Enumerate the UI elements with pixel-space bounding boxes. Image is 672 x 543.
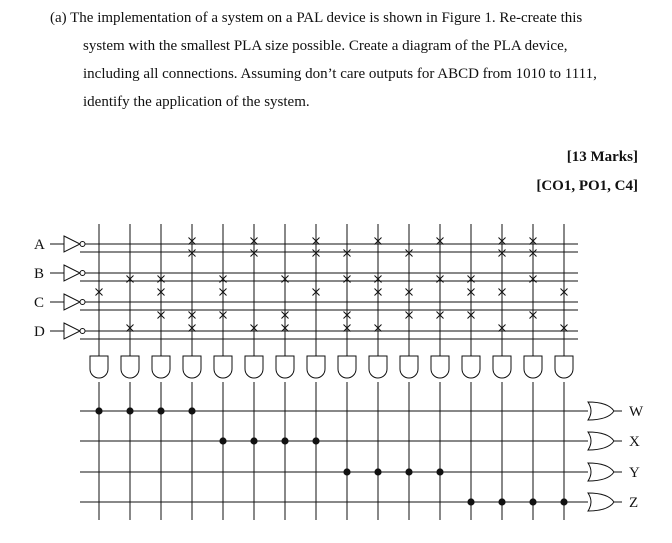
input-label-b: B: [34, 266, 45, 282]
marks-label: [13 Marks]: [566, 149, 638, 165]
or-connection-dot: [467, 498, 474, 505]
and-gate: [338, 356, 356, 378]
and-gate: [307, 356, 325, 378]
or-connection-dot: [157, 407, 164, 414]
and-gate: [369, 356, 387, 378]
or-connection-dot: [529, 498, 536, 505]
and-gate: [90, 356, 108, 378]
or-gate: [588, 402, 614, 420]
output-label-x: X: [629, 434, 640, 450]
input-label-d: D: [34, 324, 45, 340]
diagram-wiring: [50, 224, 622, 520]
course-outcomes-label: [CO1, PO1, C4]: [536, 178, 638, 194]
or-connection-dot: [498, 498, 505, 505]
and-gate: [245, 356, 263, 378]
output-label-z: Z: [629, 495, 639, 511]
inverter-bubble: [80, 300, 85, 305]
or-connection-dot: [312, 437, 319, 444]
question-line-3: including all connections. Assuming don’t care outputs for ABCD from 1010 to 1111,: [83, 66, 597, 82]
and-gate: [183, 356, 201, 378]
or-array-connections: [95, 407, 567, 505]
or-connection-dot: [374, 468, 381, 475]
input-label-c: C: [34, 295, 45, 311]
input-buffer: [64, 294, 80, 310]
or-gate: [588, 432, 614, 450]
or-connection-dot: [436, 468, 443, 475]
or-gate: [588, 493, 614, 511]
and-gate: [555, 356, 573, 378]
and-gate: [431, 356, 449, 378]
output-label-y: Y: [629, 465, 640, 481]
and-gate: [524, 356, 542, 378]
and-gate: [493, 356, 511, 378]
inverter-bubble: [80, 329, 85, 334]
inverter-bubble: [80, 242, 85, 247]
output-label-w: W: [629, 404, 644, 420]
input-buffer: [64, 236, 80, 252]
or-connection-dot: [250, 437, 257, 444]
question-line-1: (a) The implementation of a system on a PAL device is shown in Figure 1. Re-create this: [50, 10, 583, 26]
question-line-4: identify the application of the system.: [83, 94, 310, 110]
or-gate: [588, 463, 614, 481]
and-gate: [214, 356, 232, 378]
input-label-a: A: [34, 237, 45, 253]
input-buffer: [64, 265, 80, 281]
question-line-2: system with the smallest PLA size possible. Create a diagram of the PLA device,: [83, 38, 568, 54]
and-gate: [121, 356, 139, 378]
or-connection-dot: [281, 437, 288, 444]
and-gate: [462, 356, 480, 378]
or-connection-dot: [126, 407, 133, 414]
or-connection-dot: [343, 468, 350, 475]
and-gate: [276, 356, 294, 378]
and-gate: [152, 356, 170, 378]
and-gate: [400, 356, 418, 378]
or-connection-dot: [405, 468, 412, 475]
input-buffer: [64, 323, 80, 339]
or-connection-dot: [188, 407, 195, 414]
or-connection-dot: [95, 407, 102, 414]
or-connection-dot: [219, 437, 226, 444]
or-connection-dot: [560, 498, 567, 505]
inverter-bubble: [80, 271, 85, 276]
